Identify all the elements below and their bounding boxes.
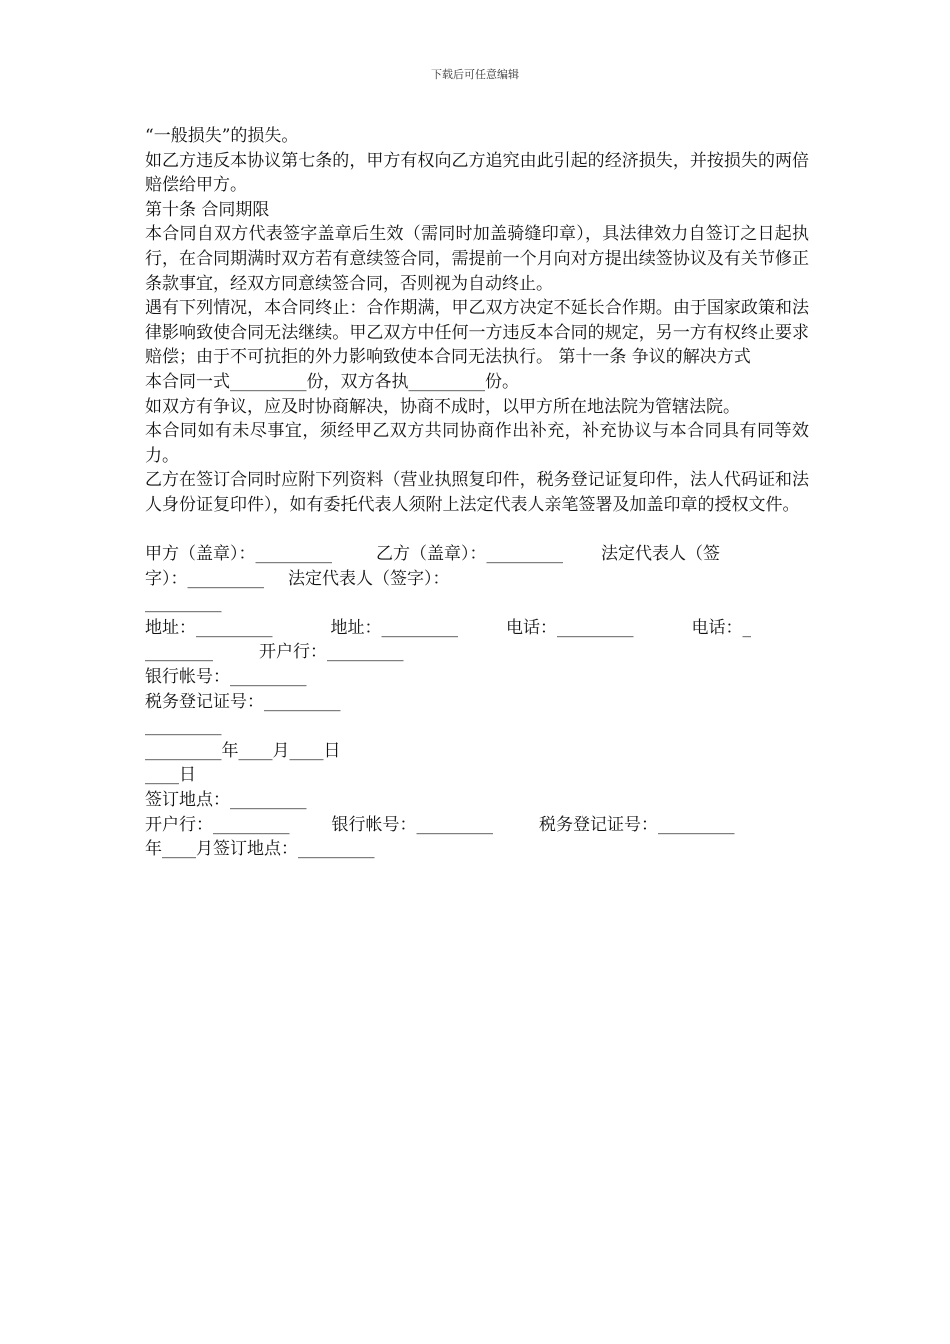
tax-number: 税务登记证号：_________ <box>145 691 341 712</box>
party-a-seal: 甲方（盖章）：_________ <box>145 544 332 565</box>
bank-name: 开户行：_________ <box>259 642 404 663</box>
bank-account-b: 银行帐号：_________ <box>331 814 493 835</box>
paragraph: 本合同自双方代表签字盖章后生效（需同时加盖骑缝印章），具法律效力自签订之日起执行，在合同期满时双方若有意续签合同，需提前一个月向对方提出续签协议及有关节修正条款事宜，经双方同意续签合同，否则视为自动终止。 <box>145 224 809 294</box>
legal-rep-label: 法定代表人（签 <box>601 544 720 565</box>
address-b: 地址：_________ <box>330 617 458 638</box>
phone-a: 电话：_________ <box>506 617 634 638</box>
date-row <box>145 763 809 788</box>
address-row <box>145 616 809 641</box>
document-body <box>145 124 809 862</box>
bank-account: 银行帐号：_________ <box>145 667 307 688</box>
date-row <box>145 739 809 764</box>
party-b-seal: 乙方（盖章）：_________ <box>376 544 563 565</box>
paragraph: 如双方有争议，应及时协商解决，协商不成时，以甲方所在地法院为管辖法院。 <box>145 396 740 417</box>
page-header: 下载后可任意编辑 <box>431 68 519 81</box>
tax-number-b: 税务登记证号：_________ <box>539 814 735 835</box>
tax-row <box>145 690 809 715</box>
bank-info-row <box>145 813 809 838</box>
phone-b-blank: ________ <box>145 642 213 663</box>
section-heading: 第十条 合同期限 <box>145 199 270 220</box>
sign-location: 签订地点：_________ <box>145 790 307 811</box>
paragraph: “一般损失”的损失。 <box>145 126 299 146</box>
paragraph: 本合同如有未尽事宜，须经甲乙双方共同协商作出补充，补充协议与本合同具有同等效力。 <box>145 421 809 466</box>
legal-rep-sign-a: 字）：_________ <box>145 568 264 589</box>
blank-line <box>145 714 809 739</box>
paragraph: 遇有下列情况，本合同终止：合作期满，甲乙双方决定不延长合作期。由于国家政策和法律影响致使合同无法继续。甲乙双方中任何一方违反本合同的规定，另一方有权终止要求赔偿；由于不可抗拒的外力影响致使本合同无法执行。 第十一条 争议的解决方式 <box>145 298 809 368</box>
paragraph: 乙方在签订合同时应附下列资料（营业执照复印件，税务登记证复印件，法人代码证和法人身份证复印件），如有委托代表人须附上法定代表人亲笔签署及加盖印章的授权文件。 <box>145 470 809 515</box>
paragraph: 本合同一式_________份，双方各执_________份。 <box>145 371 519 392</box>
spacer <box>145 518 809 543</box>
bank-row <box>145 640 809 665</box>
address-a: 地址：_________ <box>145 617 273 638</box>
signature-row <box>145 567 809 592</box>
blank-line <box>145 591 809 616</box>
blank-field: _________ <box>145 593 222 614</box>
sign-date: _________年____月____日 <box>145 740 341 761</box>
legal-rep-sign-b: 法定代表人（签字）： <box>288 568 450 589</box>
bank-name-b: 开户行：_________ <box>145 814 290 835</box>
bank-account-row <box>145 665 809 690</box>
blank-field: _________ <box>145 716 222 737</box>
date-location: 年____月签订地点：_________ <box>145 839 375 860</box>
sign-day: ____日 <box>145 765 196 786</box>
date-location-row <box>145 837 809 862</box>
phone-b: 电话：_ <box>691 617 751 638</box>
paragraph: 如乙方违反本协议第七条的，甲方有权向乙方追究由此引起的经济损失，并按损失的两倍赔偿给甲方。 <box>145 150 809 196</box>
signature-row <box>145 542 809 567</box>
location-row <box>145 788 809 813</box>
